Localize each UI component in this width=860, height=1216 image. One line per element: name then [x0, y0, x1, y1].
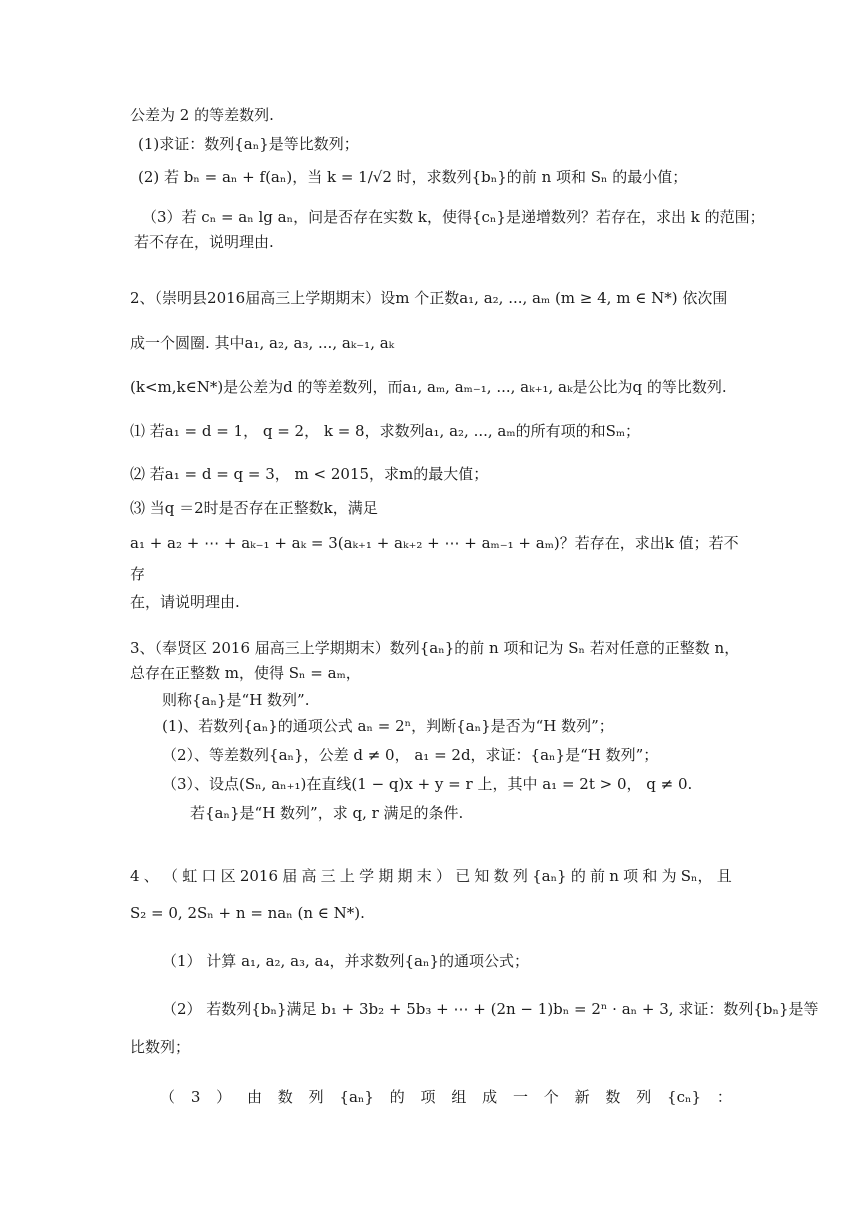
s4-l1-part: 虹 — [182, 867, 198, 885]
s4-l6-part: {cₙ} — [667, 1088, 702, 1106]
s4-l1-part: 且 — [716, 867, 732, 885]
s4-l6-part: 数 — [605, 1088, 621, 1106]
s4-line-6 — [160, 1086, 732, 1108]
s2-line-8: 存 — [130, 565, 146, 583]
s4-l6-part: ： — [716, 1088, 732, 1106]
s4-l1-part: 区 — [220, 867, 236, 885]
s4-l1-part: 的 — [570, 867, 586, 885]
s4-line-1 — [130, 865, 732, 887]
s4-l1-part: 数 — [493, 867, 509, 885]
s3-line-7: 若{aₙ}是“H 数列”，求 q, r 满足的条件. — [190, 804, 464, 822]
s4-l1-part: 2016 — [239, 867, 279, 885]
s3-line-2: 总存在正整数 m，使得 Sₙ = aₘ， — [130, 664, 361, 682]
s4-l1-part: 列 — [512, 867, 528, 885]
s4-l1-part: 、 — [143, 867, 159, 885]
s2-line-5: ⑵ 若a₁ = d = q = 3， m < 2015，求m的最大值； — [130, 465, 489, 483]
s4-l1-part: ） — [435, 867, 451, 885]
s4-l6-part: 3 — [190, 1088, 201, 1106]
s3-line-5: （2）、等差数列{aₙ}，公差 d ≠ 0， a₁ = 2d，求证：{aₙ}是“H 数列”； — [162, 746, 659, 764]
s4-l1-part: 末 — [416, 867, 432, 885]
s2-line-3: (k<m,k∈N*)是公差为d 的等差数列，而a₁, aₘ, aₘ₋₁, ..., aₖ₊₁, aₖ是公比为q 的等比数列. — [130, 378, 727, 396]
s4-l1-part: 为 — [661, 867, 677, 885]
s4-l6-part: {aₙ} — [339, 1088, 374, 1106]
s2-line-9: 在，请说明理由. — [130, 593, 240, 611]
s4-l1-part: 和 — [642, 867, 658, 885]
s4-l1-part: 前 — [590, 867, 606, 885]
s4-l6-part: 一 — [512, 1088, 528, 1106]
s2-line-7: a₁ + a₂ + ⋯ + aₖ₋₁ + aₖ = 3(aₖ₊₁ + aₖ₊₂ + ⋯ + aₘ₋₁ + aₘ)？若存在，求出k 值；若不 — [130, 534, 739, 552]
s4-l6-part: 的 — [389, 1088, 405, 1106]
s4-l6-part: ） — [216, 1088, 232, 1106]
s4-line-3: （1） 计算 a₁, a₂, a₃, a₄，并求数列{aₙ}的通项公式； — [162, 952, 530, 970]
s4-l6-part: 列 — [636, 1088, 652, 1106]
s1-line-3: (2) 若 bₙ = aₙ + f(aₙ)，当 k = 1/√2 时，求数列{bₙ}的前 n 项和 Sₙ 的最小值； — [138, 168, 688, 186]
s2-line-2: 成一个圆圈. 其中a₁, a₂, a₃, ..., aₖ₋₁, aₖ — [130, 334, 395, 352]
s2-line-4: ⑴ 若a₁ = d = 1， q = 2， k = 8，求数列a₁, a₂, ..., aₘ的所有项的和Sₘ； — [130, 422, 641, 440]
s4-l1-part: （ — [162, 867, 178, 885]
s4-l6-part: 列 — [308, 1088, 324, 1106]
s4-l1-part: n — [609, 867, 619, 885]
s4-l1-part: 已 — [455, 867, 471, 885]
s4-l1-part: 高 — [301, 867, 317, 885]
s3-line-4: (1)、若数列{aₙ}的通项公式 aₙ = 2ⁿ，判断{aₙ}是否为“H 数列”； — [162, 717, 614, 735]
s4-l1-part: 学 — [359, 867, 375, 885]
s4-l6-part: 新 — [574, 1088, 590, 1106]
s4-l1-part: 届 — [282, 867, 298, 885]
s4-line-2: S₂ = 0, 2Sₙ + n = naₙ (n ∈ N*). — [130, 904, 365, 922]
s4-l6-part: 个 — [543, 1088, 559, 1106]
s4-l6-part: 项 — [420, 1088, 436, 1106]
s4-l1-part: 期 — [397, 867, 413, 885]
s4-l1-part: 上 — [339, 867, 355, 885]
s2-line-6: ⑶ 当q ＝2时是否存在正整数k，满足 — [130, 499, 378, 517]
s4-l1-part: Sₙ， — [680, 867, 713, 885]
s1-line-4: （3）若 cₙ = aₙ lg aₙ，问是否存在实数 k，使得{cₙ}是递增数列？若存在，求出 k 的范围； — [142, 208, 765, 226]
s4-l1-part: 知 — [474, 867, 490, 885]
s4-l1-part: 口 — [201, 867, 217, 885]
s1-line-1: 公差为 2 的等差数列. — [130, 106, 274, 124]
s3-line-3: 则称{aₙ}是“H 数列”. — [162, 691, 310, 709]
s1-line-2: (1)求证：数列{aₙ}是等比数列； — [138, 135, 359, 153]
s3-line-6: （3）、设点(Sₙ, aₙ₊₁)在直线(1 − q)x + y = r 上，其中 a₁ = 2t > 0， q ≠ 0. — [162, 775, 693, 793]
s4-l1-part: 项 — [623, 867, 639, 885]
s1-line-5: 若不存在，说明理由. — [134, 233, 274, 251]
s4-line-5: 比数列； — [130, 1038, 191, 1056]
s4-l6-part: 由 — [246, 1088, 262, 1106]
s4-l1-part: 期 — [378, 867, 394, 885]
s4-line-4: （2） 若数列{bₙ}满足 b₁ + 3b₂ + 5b₃ + ⋯ + (2n − 1)bₙ = 2ⁿ · aₙ + 3, 求证：数列{bₙ}是等 — [162, 1000, 819, 1018]
s2-line-1: 2、（崇明县2016届高三上学期期末）设m 个正数a₁, a₂, ..., aₘ (m ≥ 4, m ∈ N*) 依次围 — [130, 289, 728, 307]
s4-l6-part: 成 — [482, 1088, 498, 1106]
s3-line-1: 3、（奉贤区 2016 届高三上学期期末）数列{aₙ}的前 n 项和记为 Sₙ 若对任意的正整数 n， — [130, 639, 740, 657]
s4-l1-part: {aₙ} — [532, 867, 567, 885]
s4-l6-part: （ — [160, 1088, 176, 1106]
s4-l6-part: 组 — [451, 1088, 467, 1106]
s4-l6-part: 数 — [277, 1088, 293, 1106]
s4-l1-part: 三 — [320, 867, 336, 885]
s4-l1-part: 4 — [130, 867, 140, 885]
